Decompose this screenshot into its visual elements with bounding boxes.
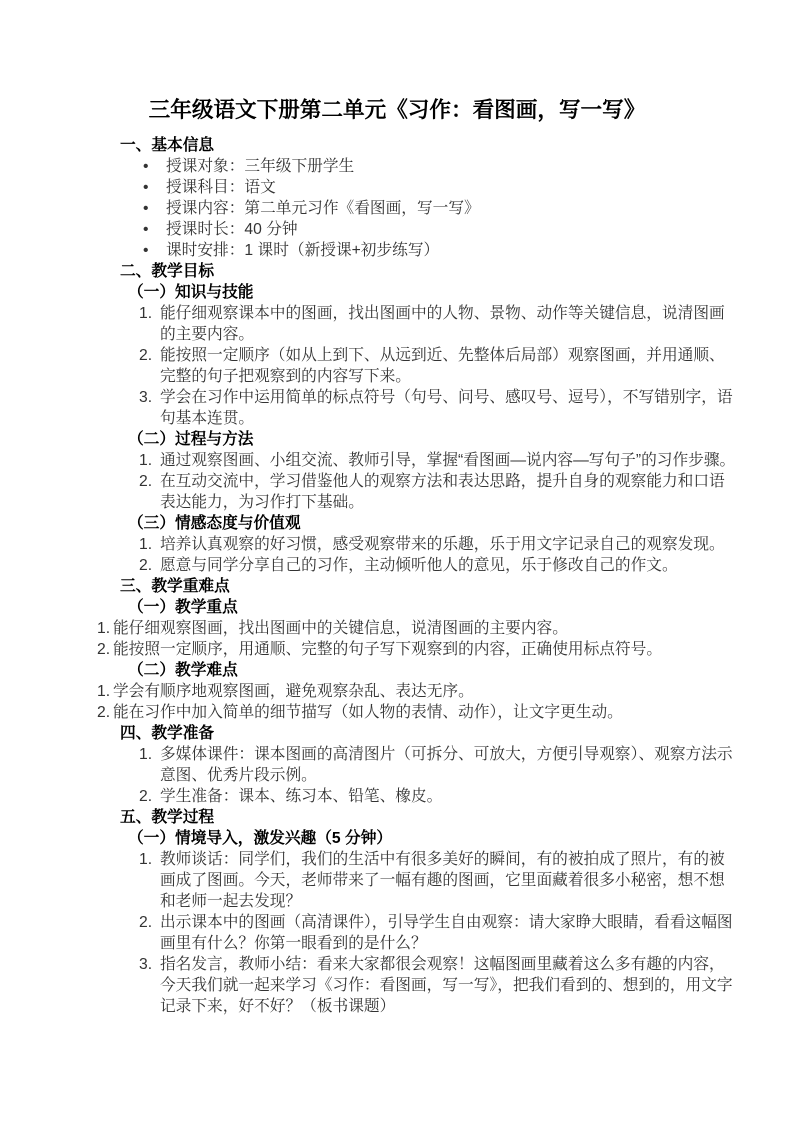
item-text: 指名发言，教师小结：看来大家都很会观察！这幅图画里藏着这么多有趣的内容，今天我们就一起来学习《习作：看图画，写一写》，把我们看到的、想到的，用文字记录下来，好不好？（板书课题） <box>160 956 733 1015</box>
item-text: 能在习作中加入简单的细节描写（如人物的表情、动作），让文字更生动。 <box>113 704 623 721</box>
item-number: 2. <box>97 641 111 658</box>
item-number: 2. <box>139 557 153 574</box>
subsection-heading-emotion-values: （三）情感态度与价值观 <box>128 515 301 532</box>
subsection-heading-knowledge-skills: （一）知识与技能 <box>128 284 254 301</box>
item-number: 1. <box>97 683 111 700</box>
bullet-icon: • <box>143 221 149 238</box>
item-text: 能按照一定顺序，用通顺、完整的句子写下观察到的内容，正确使用标点符号。 <box>113 641 663 658</box>
item-number: 3. <box>139 389 153 406</box>
list-item <box>97 177 738 198</box>
item-text: 培养认真观察的好习惯，感受观察带来的乐趣，乐于用文字记录自己的观察发现。 <box>160 536 725 553</box>
numbered-item <box>97 303 738 345</box>
numbered-item <box>97 744 738 786</box>
bullet-text: 授课内容：第二单元习作《看图画，写一写》 <box>166 200 480 217</box>
item-number: 2. <box>139 473 153 490</box>
item-text: 学会有顺序地观察图画，避免观察杂乱、表达无序。 <box>113 683 474 700</box>
item-number: 2. <box>139 788 153 805</box>
numbered-item <box>97 849 738 912</box>
item-number: 1. <box>139 536 153 553</box>
item-text: 教师谈话：同学们，我们的生活中有很多美好的瞬间，有的被拍成了照片，有的被画成了图画。今天，老师带来了一幅有趣的图画，它里面藏着很多小秘密，想不想和老师一起去发现？ <box>160 851 725 910</box>
numbered-paragraph <box>97 702 738 723</box>
numbered-item <box>97 954 738 1017</box>
numbered-item <box>97 555 738 576</box>
section-heading-key-difficult-points: 三、教学重难点 <box>120 578 230 595</box>
item-text: 通过观察图画、小组交流、教师引导，掌握“看图画—说内容—写句子”的习作步骤。 <box>160 452 736 469</box>
bullet-text: 授课对象：三年级下册学生 <box>166 158 355 175</box>
item-text: 愿意与同学分享自己的习作，主动倾听他人的意见，乐于修改自己的作文。 <box>160 557 678 574</box>
section-heading-teaching-goals: 二、教学目标 <box>120 263 215 280</box>
section-heading-basic-info: 一、基本信息 <box>120 137 215 154</box>
item-text: 能按照一定顺序（如从上到下、从远到近、先整体后局部）观察图画，并用通顺、完整的句子把观察到的内容写下来。 <box>160 347 725 385</box>
item-number: 2. <box>97 704 111 721</box>
numbered-item <box>97 534 738 555</box>
subsection-heading-process-methods: （二）过程与方法 <box>128 431 254 448</box>
list-item <box>97 198 738 219</box>
list-item <box>97 156 738 177</box>
numbered-item <box>97 450 738 471</box>
item-number: 1. <box>139 746 153 763</box>
list-item <box>97 219 738 240</box>
bullet-text: 课时安排：1 课时（新授课+初步练写） <box>166 242 440 259</box>
item-number: 2. <box>139 347 153 364</box>
item-number: 1. <box>139 851 153 868</box>
numbered-item <box>97 387 738 429</box>
item-text: 学会在习作中运用简单的标点符号（句号、问号、感叹号、逗号），不写错别字，语句基本连贯。 <box>160 389 733 427</box>
bullet-text: 授课科目：语文 <box>166 179 276 196</box>
numbered-paragraph <box>97 681 738 702</box>
subsection-heading-difficult-points: （二）教学难点 <box>128 662 238 679</box>
section-heading-teaching-process: 五、教学过程 <box>120 809 215 826</box>
item-number: 2. <box>139 914 153 931</box>
item-number: 1. <box>139 305 153 322</box>
bullet-icon: • <box>143 242 149 259</box>
bullet-text: 授课时长：40 分钟 <box>166 221 298 238</box>
item-number: 3. <box>139 956 153 973</box>
bullet-icon: • <box>143 179 149 196</box>
section-heading-teaching-preparation: 四、教学准备 <box>120 725 215 742</box>
item-text: 能仔细观察图画，找出图画中的关键信息，说清图画的主要内容。 <box>113 620 568 637</box>
item-text: 多媒体课件：课本图画的高清图片（可拆分、可放大，方便引导观察）、观察方法示意图、优秀片段示例。 <box>160 746 733 784</box>
item-number: 1. <box>139 452 153 469</box>
item-text: 能仔细观察课本中的图画，找出图画中的人物、景物、动作等关键信息，说清图画的主要内容。 <box>160 305 725 343</box>
numbered-item <box>97 786 738 807</box>
item-text: 在互动交流中，学习借鉴他人的观察方法和表达思路，提升自身的观察能力和口语表达能力，为习作打下基础。 <box>160 473 725 511</box>
list-item <box>97 240 738 261</box>
item-text: 学生准备：课本、练习本、铅笔、橡皮。 <box>160 788 443 805</box>
subsection-heading-situational-introduction: （一）情境导入，激发兴趣（5 分钟） <box>128 830 393 847</box>
numbered-item <box>97 912 738 954</box>
bullet-icon: • <box>143 200 149 217</box>
document-title: 三年级语文下册第二单元《习作：看图画，写一写》 <box>148 97 646 122</box>
numbered-paragraph <box>97 618 738 639</box>
subsection-heading-key-points: （一）教学重点 <box>128 599 238 616</box>
numbered-item <box>97 471 738 513</box>
item-text: 出示课本中的图画（高清课件），引导学生自由观察：请大家睁大眼睛，看看这幅图画里有什么？你第一眼看到的是什么？ <box>160 914 733 952</box>
item-number: 1. <box>97 620 111 637</box>
numbered-item <box>97 345 738 387</box>
bullet-icon: • <box>143 158 149 175</box>
numbered-paragraph <box>97 639 738 660</box>
